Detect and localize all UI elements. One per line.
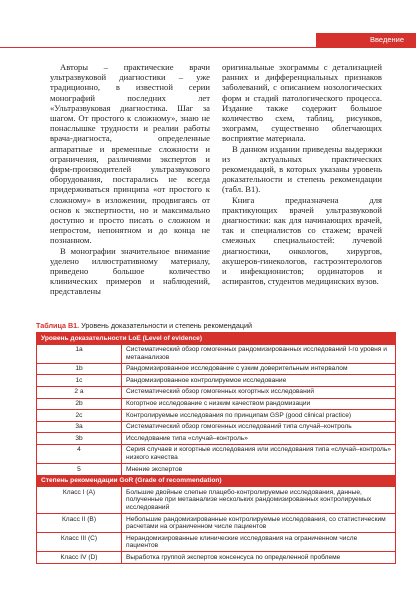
paragraph: В монографии значительное внимание уделено иллюстративному материалу, приведено большое количество клинических примеров и наблюдений, представлены [50,245,210,297]
paragraph: Книга предназначена для практикующих врачей ультразвуковой диагностики: как для начинающих врачей, так и специалистов со стажем; врачей смежных специальностей: лучевой диагностики, онкологов, хирургов, акушеров-гинекологов, гастроэнтерологов и инфекционистов; ординаторов и аспирантов, студентов медицинских вузов. [222,194,382,287]
level-cell: 1b [37,363,122,375]
description-cell: Рандомизированное контролируемое исследование [122,375,396,387]
level-cell: 5 [37,464,122,476]
description-cell: Контролируемые исследования по принципам GSP (good clinical practice) [122,410,396,422]
gor-header: Степень рекомендации GoR (Grade of recommendation) [37,475,396,487]
page-header [0,0,416,60]
section-label: Введение [316,33,416,47]
level-cell: Класс III (C) [37,533,122,552]
description-cell: Небольшие рандомизированные контролируемые исследования, со статистическим расчетами на ограниченном числе пациентов [122,514,396,533]
header-rule [0,47,416,48]
description-cell: Рандомизированное исследование с узким доверительным интервалом [122,363,396,375]
table-row [37,363,396,375]
description-cell: Систематический обзор гомогенных рандомизированных исследований I-го уровня и метаанализов [122,344,396,363]
table-caption [36,321,396,330]
evidence-table [36,332,396,564]
table-row [37,398,396,410]
level-cell: 3b [37,433,122,445]
paragraph: оригинальные эхограммы с детализацией ранних и дифференциальных признаков заболеваний, с описанием нозологических форм и стадий патологического процесса. Издание также содержит большое количество схем, таблиц, рисунков, эхограмм, существенно облегчающих восприятие материала. [222,62,382,144]
table-row [37,433,396,445]
table-row [37,514,396,533]
loe-header: Уровень доказательности LoE (Level of evidence) [37,333,396,345]
description-cell: Систематический обзор гомогенных исследований типа случай–контроль [122,421,396,433]
table-title: Уровень доказательности и степень рекомендаций [79,321,253,330]
level-cell: 2b [37,398,122,410]
level-cell: 2c [37,410,122,422]
table-row [37,533,396,552]
level-cell: 1c [37,375,122,387]
level-cell: Класс I (А) [37,487,122,514]
description-cell: Нерандомизированные клинические исследования на ограниченном числе пациентов [122,533,396,552]
table-row [37,410,396,422]
description-cell: Исследование типа «случай–контроль» [122,433,396,445]
table-row [37,487,396,514]
description-cell: Систематический обзор гомогенных когортных исследований [122,386,396,398]
level-cell: Класс IV (D) [37,552,122,564]
body-columns [50,62,382,312]
description-cell: Мнение экспертов [122,464,396,476]
description-cell: Серия случаев и когортные исследования или исследования типа «случай–контроль» низкого качества [122,444,396,463]
level-cell: 3a [37,421,122,433]
table-row [37,344,396,363]
table-row [37,444,396,463]
right-column [222,62,382,312]
section-header-row [37,475,396,487]
table-number: Таблица В1. [36,321,80,330]
level-cell: 4 [37,444,122,463]
description-cell: Выработка группой экспертов консенсуса по определенной проблеме [122,552,396,564]
table-row [37,464,396,476]
paragraph: В данном издании приведены выдержки из актуальных практических рекомендаций, в которых указаны уровень доказательности и степень рекомендации (табл. В1). [222,143,382,195]
table-row [37,375,396,387]
description-cell: Когортное исследование с низким качеством рандомизации [122,398,396,410]
table-row [37,552,396,564]
table-row [37,386,396,398]
level-cell: 1a [37,344,122,363]
level-cell: 2 a [37,386,122,398]
section-header-row [37,333,396,345]
table-row [37,421,396,433]
level-cell: Класс II (B) [37,514,122,533]
description-cell: Большие двойные слепые плацебо-контролируемые исследования, данные, полученные при метаанализе нескольких рандомизированных контролируемых исследований [122,487,396,514]
left-column [50,62,210,312]
paragraph: Авторы – практические врачи ультразвуковой диагностики – уже традиционно, в известной серии монографий последних лет «Ультразвуковая диагностика. Шаг за шагом. От простого к сложному», знаю не понаслышке трудности и реалии работы врача-диагноста, определенные аппаратные и временные сложности и ограничения, различиями экспертов и фирм-производителей ультразвукового оборудования, постарались не всегда придерживаться принципа «от простого к сложному» в изложении, продвигаясь от основ к экспертности, но и максимально доступно и просто писать о сложном и непростом, непонятном и до конца не познанном. [50,62,210,246]
